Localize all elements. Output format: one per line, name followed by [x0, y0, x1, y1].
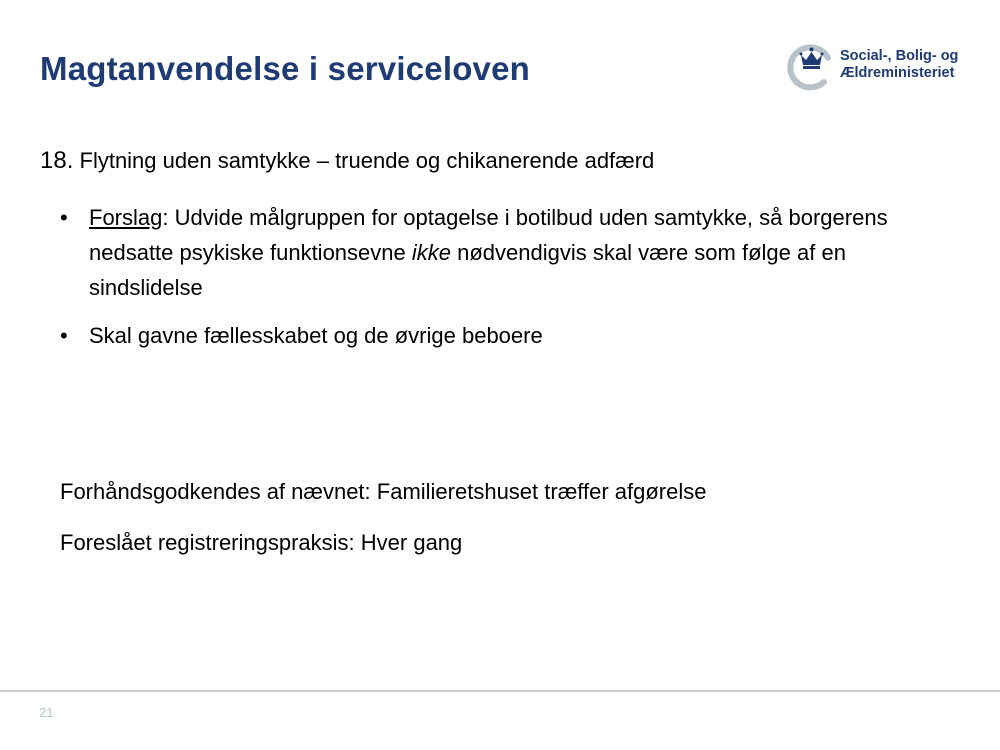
- registration-line: Foreslået registreringspraksis: Hver gang: [60, 530, 463, 555]
- slide-title: Magtanvendelse i serviceloven: [40, 50, 531, 87]
- proposal-emphasis: ikke: [411, 240, 451, 265]
- page-number: 21: [39, 705, 54, 720]
- item-number: 18.: [40, 147, 74, 174]
- item-heading-text: Flytning uden samtykke – truende og chikanerende adfærd: [79, 148, 655, 173]
- crown-emblem-icon: [784, 40, 836, 92]
- ministry-name-line2: Ældreministeriet: [840, 65, 955, 81]
- bullet-proposal-text: [89, 200, 959, 305]
- proposal-text-b: nødvendigvis skal være som følge af en sindslidelse: [89, 240, 846, 300]
- bullet-community-text: Skal gavne fællesskabet og de øvrige beboere: [89, 323, 543, 348]
- footer-divider: [0, 690, 1000, 692]
- proposal-label: Forslag: [89, 205, 163, 230]
- bullet-marker: •: [60, 205, 68, 230]
- bullet-marker: •: [60, 323, 68, 348]
- proposal-text-a: : Udvide målgruppen for optagelse i botilbud uden samtykke, så borgerens nedsatte psykiske funktionsevne: [89, 205, 888, 265]
- approval-line: Forhåndsgodkendes af nævnet: Familieretshuset træffer afgørelse: [60, 479, 707, 504]
- ministry-name: [840, 48, 958, 82]
- ministry-name-line1: Social-, Bolig- og: [840, 48, 959, 64]
- item-heading: [40, 146, 654, 176]
- ministry-logo: [784, 40, 974, 92]
